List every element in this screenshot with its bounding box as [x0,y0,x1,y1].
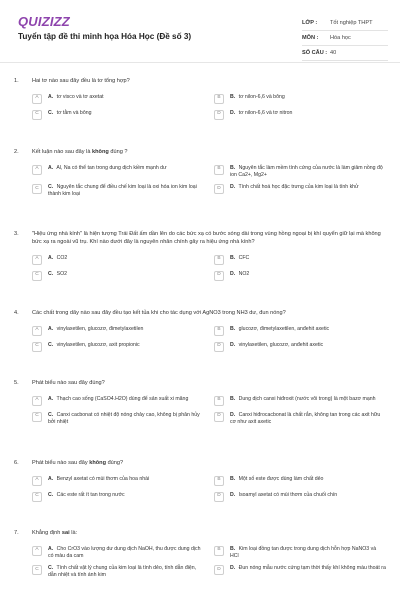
question-text-part: Kết luận nào sau đây là [32,149,93,155]
option-letter: D. [230,491,236,498]
option-marker: C [32,342,42,352]
option-letter: A. [48,164,54,171]
option-a[interactable] [32,255,204,265]
option-text: Isoamyl axetat có mùi thơm của chuối chín [238,491,338,498]
question-text-part: là: [69,530,78,536]
option-letter: C. [48,491,54,498]
option-content [48,476,204,483]
option-marker: D [214,110,224,120]
option-letter: A. [48,475,54,482]
question-text: Các chất trong dãy nào sau đây đều tạo kết tủa khi cho tác dụng với AgNO3 trong NH3 dư, đun nóng? [32,310,286,316]
option-content [48,271,204,278]
option-text: Canxi hiđrocacbonat là chất rắn, không tan trong các axit hữu cơ như axit axetic [230,411,381,425]
option-d[interactable] [214,184,386,198]
option-text: SO2 [56,270,68,277]
meta-label: LỚP : [302,20,318,26]
option-d[interactable] [214,565,386,579]
option-a[interactable] [32,546,204,560]
option-marker: B [214,546,224,556]
option-content [230,342,386,349]
option-content [48,342,204,349]
question-6 [14,460,386,502]
option-letter: A. [48,325,54,332]
option-content [230,255,386,262]
option-marker: D [214,184,224,194]
option-letter: C. [48,184,54,191]
question-text-part: đúng ? [108,149,128,155]
question-number: 6. [14,460,19,466]
meta-row-subject [302,31,388,46]
quizizz-logo: QUIZIZZ [18,14,70,29]
option-marker: B [214,255,224,265]
question-header [14,231,386,247]
option-marker: A [32,546,42,556]
option-letter: A. [48,254,54,261]
worksheet-title: Tuyển tập đề thi minh họa Hóa Học (Đề số 3) [18,32,192,41]
option-b[interactable] [214,396,386,406]
meta-value: Tốt nghiệp THPT [330,20,373,26]
question-text [32,460,386,468]
meta-value: Hóa học [330,35,351,41]
option-content [48,94,204,101]
option-content [48,546,204,560]
option-c[interactable] [32,412,204,426]
option-letter: B. [230,545,236,552]
option-text: tơ visco và tơ axetat [56,93,104,100]
option-marker: A [32,396,42,406]
option-marker: B [214,476,224,486]
question-text-part: đúng? [106,460,124,466]
option-text: Một số este được dùng làm chất dẻo [238,475,324,482]
option-text: Benzyl axetat có mùi thơm của hoa nhài [56,475,150,482]
option-letter: D. [230,565,236,572]
option-text: vinylaxetilen, glucozơ, axit propionic [56,341,140,348]
option-text: tơ nilon-6,6 và tơ nitron [238,109,293,116]
question-7 [14,530,386,579]
option-marker: B [214,326,224,336]
option-content [48,255,204,262]
option-text: Đun nóng mẫu nước cứng tạm thời thấy khí không màu thoát ra [238,565,386,572]
option-d[interactable] [214,492,386,502]
header-divider [0,62,400,63]
option-text: NO2 [238,270,250,277]
options-grid [14,396,386,426]
worksheet-meta [302,16,388,61]
option-marker: A [32,165,42,175]
option-marker: A [32,94,42,104]
option-content [48,492,204,499]
option-c[interactable] [32,110,204,120]
question-text: Phát biểu nào sau đây đúng? [32,380,105,386]
question-number: 4. [14,310,19,316]
option-content [230,165,386,179]
option-content [230,476,386,483]
option-d[interactable] [214,412,386,426]
option-marker: A [32,476,42,486]
option-content [230,565,386,572]
question-text [32,149,386,157]
option-text: Kim loại đồng tan được trong dung dịch hỗn hợp NaNO3 và HCl [230,545,377,559]
option-b[interactable] [214,255,386,265]
option-letter: A. [48,545,54,552]
option-text: Tính chất vật lý chung của kim loại là tính dẻo, tính dẫn điện, dẫn nhiệt và tính ánh kim [48,565,197,579]
option-a[interactable] [32,326,204,336]
question-number: 2. [14,149,19,155]
option-content [230,271,386,278]
option-marker: C [32,492,42,502]
question-text-emphasis: sai [61,530,70,536]
option-text: Canxi cacbonat có nhiệt độ nóng chảy cao, không bị phân hủy bởi nhiệt [48,411,200,425]
option-content [230,110,386,117]
option-text: tơ tằm và bông [56,109,92,116]
option-text: CFC [238,254,250,261]
question-3 [14,231,386,281]
option-text: Cho CrO3 vào lượng dư dung dịch NaOH, thu được dung dịch có màu da cam [48,545,201,559]
question-number: 1. [14,78,19,84]
meta-label: SỐ CÂU : [302,50,328,56]
meta-row-count [302,46,388,61]
options-grid [14,165,386,198]
question-text-emphasis: không [89,460,107,466]
option-text: Tính chất hoá học đặc trưng của kim loại là tính khử [238,184,359,191]
option-content [48,326,204,333]
question-text-part: Khẳng định [32,530,62,536]
option-content [48,412,204,426]
option-c[interactable] [32,565,204,579]
option-marker: D [214,492,224,502]
option-marker: B [214,165,224,175]
question-5 [14,380,386,425]
option-marker: B [214,94,224,104]
options-grid [14,326,386,352]
option-marker: C [32,412,42,422]
option-letter: D. [230,109,236,116]
question-number: 5. [14,380,19,386]
option-marker: C [32,271,42,281]
option-b[interactable] [214,476,386,486]
question-header [14,530,386,538]
option-b[interactable] [214,326,386,336]
option-c[interactable] [32,492,204,502]
option-a[interactable] [32,476,204,486]
option-text: Nguyên tắc chung để điều chế kim loại là oxi hóa ion kim loại thành kim loại [48,184,197,198]
option-content [48,110,204,117]
question-2 [14,149,386,198]
options-grid [14,255,386,281]
option-content [230,326,386,333]
option-d[interactable] [214,342,386,352]
option-letter: C. [48,411,54,418]
question-number: 3. [14,231,19,237]
option-letter: B. [230,164,236,171]
option-b[interactable] [214,165,386,179]
option-a[interactable] [32,165,204,179]
option-marker: D [214,565,224,575]
option-content [48,396,204,403]
option-letter: D. [230,270,236,277]
option-d[interactable] [214,110,386,120]
option-marker: D [214,412,224,422]
option-letter: D. [230,411,236,418]
options-grid [14,546,386,579]
option-text: CO2 [56,254,68,261]
option-text: tơ nilon-6,6 và bông [238,93,285,100]
question-text-emphasis: không [92,149,109,155]
option-content [48,165,204,172]
option-marker: D [214,342,224,352]
option-letter: C. [48,341,54,348]
option-letter: B. [230,475,236,482]
option-letter: B. [230,93,236,100]
question-text [32,530,386,538]
option-letter: D. [230,341,236,348]
option-text: Al, Na có thể tan trong dung dịch kiềm mạnh dư [56,164,167,171]
meta-value: 40 [330,50,337,56]
option-c[interactable] [32,184,204,198]
option-b[interactable] [214,546,386,560]
option-a[interactable] [32,396,204,406]
question-text: "Hiệu ứng nhà kính" là hiện tượng Trái Đất ấm dần lên do các bức xạ có bước sóng dài trong vùng hồng ngoại bị khí quyển giữ lại mà không bức xạ ra ngoài vũ trụ. Khí nào dưới đây là nguyên nhân chính gây ra hiệu ứng nhà kính? [32,231,381,245]
option-text: vinylaxetilen, glucozơ, anđehit axetic [238,341,324,348]
option-text: Dung dịch canxi hiđroxit (nước vôi trong) là một bazơ mạnh [238,395,376,402]
question-header [14,380,386,388]
meta-row-grade [302,16,388,31]
option-letter: C. [48,270,54,277]
option-c[interactable] [32,342,204,352]
option-text: Các este rất ít tan trong nước [56,491,125,498]
option-marker: A [32,326,42,336]
option-content [230,184,386,191]
option-letter: C. [48,109,54,116]
option-text: Nguyên tắc làm mềm tính cứng của nước là làm giảm nồng độ ion Ca2+, Mg2+ [230,164,383,178]
option-content [230,546,386,560]
question-1 [14,78,386,120]
option-content [230,396,386,403]
option-marker: C [32,565,42,575]
option-a[interactable] [32,94,204,104]
option-letter: D. [230,184,236,191]
option-marker: D [214,271,224,281]
option-text: vinylaxetilen, glucozơ, đimetylaxetilen [56,325,144,332]
option-content [48,565,204,579]
question-text-part: Phát biểu nào sau đây [32,460,90,466]
question-number: 7. [14,530,19,536]
question-header [14,78,386,86]
option-marker: C [32,184,42,194]
option-text: Thạch cao sống (CaSO4.H2O) dùng để sản xuất xi măng [56,395,189,402]
option-text: glucozơ, đimetylaxetilen, anđehit axetic [238,325,330,332]
option-c[interactable] [32,271,204,281]
option-marker: B [214,396,224,406]
option-letter: B. [230,254,236,261]
option-marker: C [32,110,42,120]
question-header [14,310,386,318]
option-letter: C. [48,565,54,572]
option-content [230,412,386,426]
option-letter: B. [230,395,236,402]
option-d[interactable] [214,271,386,281]
option-letter: A. [48,93,54,100]
options-grid [14,94,386,120]
question-text: Hai tơ nào sau đây đều là tơ tổng hợp? [32,78,130,84]
question-4 [14,310,386,352]
option-content [48,184,204,198]
option-marker: A [32,255,42,265]
worksheet-header [18,14,388,60]
option-b[interactable] [214,94,386,104]
option-content [230,492,386,499]
question-header [14,460,386,468]
option-letter: A. [48,395,54,402]
option-letter: B. [230,325,236,332]
option-content [230,94,386,101]
question-header [14,149,386,157]
meta-label: MÔN : [302,35,319,41]
options-grid [14,476,386,502]
